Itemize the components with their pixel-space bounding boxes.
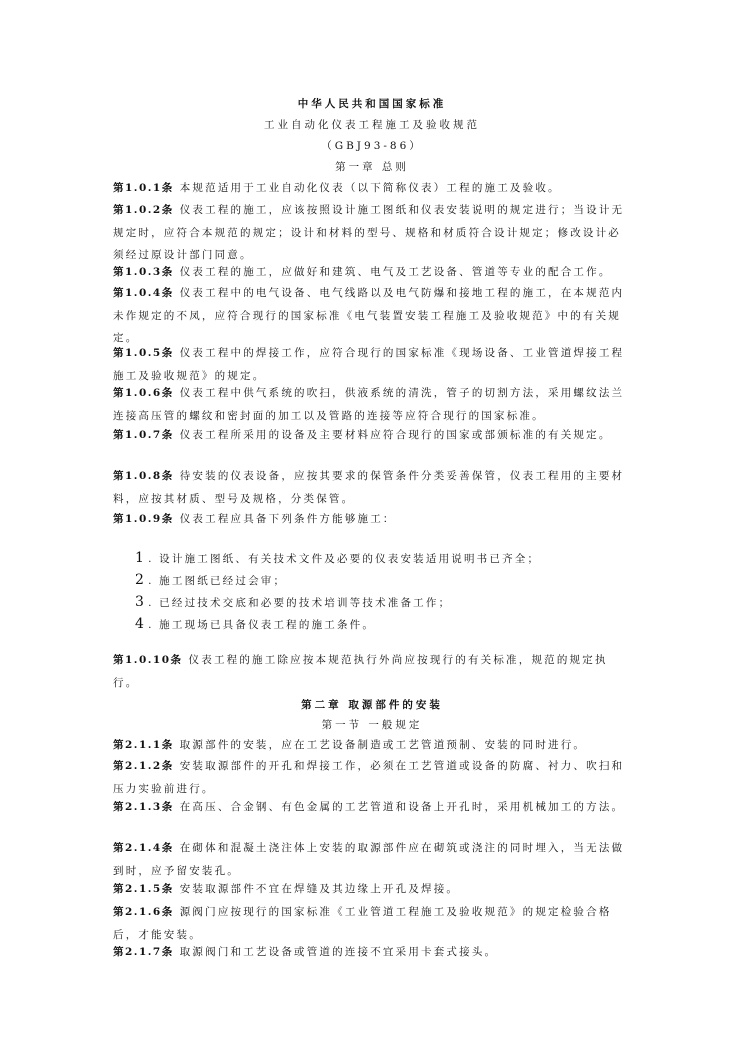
article-1-0-9	[113, 508, 633, 531]
article-text: 安装取源部件不宜在焊缝及其边缘上开孔及焊接。	[179, 883, 460, 895]
article-1-0-6	[113, 382, 633, 427]
conditions-list	[135, 547, 615, 635]
list-item-text: . 施工现场已具备仪表工程的施工条件。	[148, 619, 376, 631]
list-item-number: 2	[135, 572, 147, 588]
article-text: 仪表工程中的焊接工作，应符合现行的国家标准《现场设备、工业管道焊接工程施工及验收规范》的规定。	[113, 347, 625, 382]
article-1-0-10	[113, 649, 633, 694]
article-1-0-3	[113, 261, 633, 284]
article-number: 第1.0.10条	[113, 654, 183, 666]
article-number: 第1.0.8条	[113, 470, 174, 482]
standard-code: （GBJ93-86）	[321, 140, 423, 152]
article-2-1-3	[113, 796, 633, 819]
article-text: 本规范适用于工业自动化仪表（以下简称仪表）工程的施工及验收。	[179, 182, 561, 194]
list-item	[135, 591, 615, 613]
article-text: 仪表工程的施工除应按本规范执行外尚应按现行的有关标准，规范的规定执行。	[113, 654, 608, 689]
list-item-number: 3	[135, 594, 147, 610]
article-number: 第2.1.2条	[113, 760, 174, 772]
article-number: 第1.0.7条	[113, 429, 174, 441]
article-number: 第1.0.2条	[113, 204, 174, 216]
list-item-number: 1	[135, 550, 147, 566]
article-1-0-1	[113, 177, 633, 200]
article-2-1-4	[113, 837, 633, 882]
article-number: 第2.1.3条	[113, 801, 174, 813]
article-text: 仪表工程的施工，应做好和建筑、电气及工艺设备、管道等专业的配合工作。	[179, 266, 612, 278]
article-text: 在砌体和混凝土浇注体上安装的取源部件应在砌筑或浇注的同时埋入，当无法做到时，应予留安装孔。	[113, 842, 625, 877]
article-1-0-4	[113, 282, 633, 350]
list-item	[135, 569, 615, 591]
list-item-text: . 施工图纸已经过会审；	[148, 575, 287, 587]
document-title: 工业自动化仪表工程施工及验收规范	[264, 119, 480, 131]
article-2-1-2	[113, 755, 633, 800]
article-2-1-6	[113, 901, 633, 946]
article-number: 第2.1.1条	[113, 739, 174, 751]
list-item	[135, 547, 615, 569]
article-text: 待安装的仪表设备，应按其要求的保管条件分类妥善保管，仪表工程用的主要材料，应按其材质、型号及规格，分类保管。	[113, 470, 625, 505]
article-text: 仪表工程所采用的设备及主要材料应符合现行的国家或部颁标准的有关规定。	[179, 429, 612, 441]
article-number: 第1.0.1条	[113, 182, 174, 194]
article-text: 安装取源部件的开孔和焊接工作，必须在工艺管道或设备的防腐、衬力、吹扫和压力实验前进行。	[113, 760, 625, 795]
list-item-text: . 已经过技术交底和必要的技术培训等技术准备工作；	[148, 597, 452, 609]
list-item-text: . 设计施工图纸、有关技术文件及必要的仪表安装适用说明书已齐全；	[148, 553, 541, 565]
article-number: 第1.0.3条	[113, 266, 174, 278]
article-text: 仪表工程的施工，应该按照设计施工图纸和仪表安装说明的规定进行；当设计无规定时，应符合本规范的规定；设计和材料的型号、规格和材质符合设计规定；修改设计必须经过原设计部门同意。	[113, 204, 625, 261]
article-text: 仪表工程中供气系统的吹扫，供液系统的清洗，管子的切割方法，采用螺纹法兰连接高压管的螺纹和密封面的加工以及管路的连接等应符合现行的国家标准。	[113, 387, 625, 422]
article-text: 仪表工程应具备下列条件方能够施工：	[179, 513, 396, 525]
article-number: 第1.0.9条	[113, 513, 174, 525]
article-text: 源阀门应按现行的国家标准《工业管道工程施工及验收规范》的规定检验合格后，才能安装。	[113, 906, 612, 941]
article-number: 第2.1.6条	[113, 906, 174, 918]
article-2-1-5	[113, 878, 633, 901]
chapter-2-heading: 第二章 取源部件的安装	[301, 699, 443, 711]
article-number: 第1.0.4条	[113, 287, 174, 299]
section-1-heading: 第一节 一般规定	[321, 719, 423, 731]
chapter-1-heading: 第一章 总则	[335, 161, 409, 173]
article-number: 第2.1.4条	[113, 842, 174, 854]
article-number: 第1.0.5条	[113, 347, 174, 359]
article-number: 第1.0.6条	[113, 387, 174, 399]
article-text: 取源部件的安装，应在工艺设备制造或工艺管道预制、安装的同时进行。	[179, 739, 587, 751]
article-2-1-1	[113, 734, 633, 757]
standard-heading: 中华人民共和国国家标准	[297, 98, 447, 110]
article-1-0-7	[113, 424, 633, 447]
list-item	[135, 613, 615, 635]
article-1-0-2	[113, 199, 633, 267]
article-number: 第2.1.7条	[113, 946, 174, 958]
article-2-1-7	[113, 941, 633, 964]
article-text: 仪表工程中的电气设备、电气线路以及电气防爆和接地工程的施工，在本规范内未作规定的不凤，应符合现行的国家标准《电气装置安装工程施工及验收规范》中的有关规定。	[113, 287, 625, 344]
article-1-0-8	[113, 465, 633, 510]
article-text: 取源阀门和工艺设备或管道的连接不宜采用卡套式接头。	[179, 946, 498, 958]
article-1-0-5	[113, 342, 633, 387]
list-item-number: 4	[135, 616, 147, 632]
article-text: 在高压、合金钢、有色金属的工艺管道和设备上开孔时，采用机械加工的方法。	[179, 801, 625, 813]
article-number: 第2.1.5条	[113, 883, 174, 895]
